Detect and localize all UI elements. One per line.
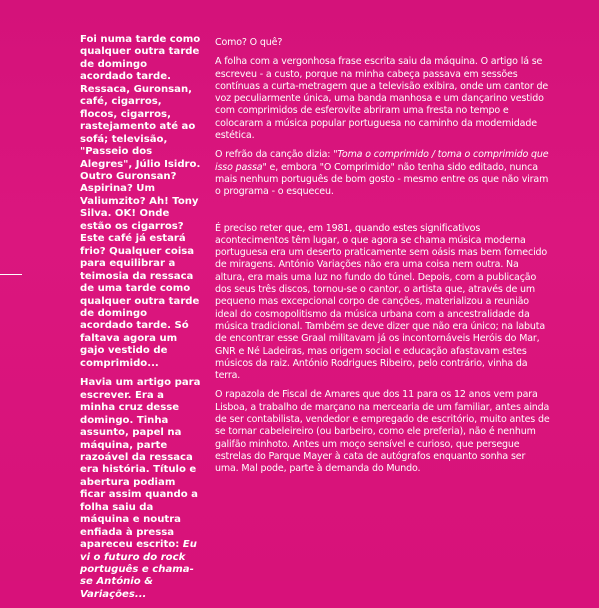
sidebar-paragraph-1: Foi numa tarde como qualquer outra tarde de domingo acordado tarde. Ressaca, Guronsan, café, cigarros, flocos, cigarros, rastejamento até ao sofá; televisão, "Passeio dos Alegres", Júlio Isidro. Outro Guronsan? Aspirina? Um Valiumzito? Ah! Tony Silva. OK! Onde estão os cigarros? Este café já estará frio? Qualquer coisa para equilibrar a teimosia da ressaca de uma tarde como qualquer outra tarde de domingo acordado tarde. Só faltava agora um gajo vestido de comprimido... <box>80 34 201 369</box>
article-paragraph-2: A folha com a vergonhosa frase escrita saiu da máquina. O artigo lá se escreveu - a custo, porque na minha cabeça passava em sessões contínuas a curta-metragem que a televisão exibira, onde um cantor de voz peculiarmente única, uma banda manhosa e um dançarino vestido com comprimidos de esferovite abriram uma fresta no tempo e colocaram a música popular portuguesa no caminho da modernidade estética. <box>215 56 549 142</box>
article-column <box>215 37 550 483</box>
sidebar-column <box>80 34 202 608</box>
article-paragraph-3-text-a: O refrão da canção dizia: <box>215 149 334 161</box>
margin-rule <box>0 274 22 275</box>
sidebar-paragraph-2 <box>80 377 202 601</box>
article-paragraph-4: É preciso reter que, em 1981, quando estes significativos acontecimentos têm lugar, o que agora se chama música moderna portuguesa era um deserto praticamente sem oásis mas bem fornecido de miragens. António Variações não era uma coisa nem outra. Na altura, era mais uma luz no fundo do túnel. Depois, com a publicação dos seus três discos, tornou-se o cantor, o artista que, através de um pequeno mas excepcional corpo de canções, materializou a reunião ideal do cosmopolitismo da música urbana com a ancestralidade da música tradicional. Também se deve dizer que não era único; na labuta de encontrar esse Graal militavam já os incontornáveis Heróis do Mar, GNR e Né Ladeiras, mas origem social e educação afastavam estes músicos da raiz. António Rodrigues Ribeiro, pelo contrário, vinha da terra. <box>215 222 548 382</box>
article-paragraph-3-text-b: e, embora "O Comprimido" não tenha sido editado, nunca mais nenhum português de bom gosto - mesmo entre os que não viram o programa - o esqueceu. <box>215 161 549 198</box>
article-paragraph-3-quote: "Toma o comprimido / toma o comprimido que isso passa" <box>215 149 549 173</box>
article-paragraph-1: Como? O quê? <box>215 37 283 48</box>
article-paragraph-5: O rapazola de Fiscal de Amares que dos 11 para os 12 anos vem para Lisboa, a trabalho de marçano na mercearia de um familiar, antes ainda de ser contabilista, vendedor e empregado de escritório, muito antes de se tornar cabeleireiro (ou barbeiro, como ele preferia), não é nenhum galifão minhoto. Antes um moço sensível e curioso, que persegue estrelas do Parque Mayer à cata de autógrafos enquanto sonha ser uma. Mal pode, parte à demanda do Mundo. <box>215 389 550 475</box>
sidebar-paragraph-2-text: Havia um artigo para escrever. Era a minha cruz desse domingo. Tinha assunto, papel na máquina, parte razoável da ressaca era história. Título e abertura podiam ficar assim quando a folha saiu da máquina e noutra enfiada à pressa apareceu escrito: <box>80 377 201 551</box>
article-paragraph-3 <box>215 149 550 198</box>
sidebar-paragraph-2-italic: Eu vi o futuro do rock português e chama-se António & Variações... <box>80 539 197 600</box>
